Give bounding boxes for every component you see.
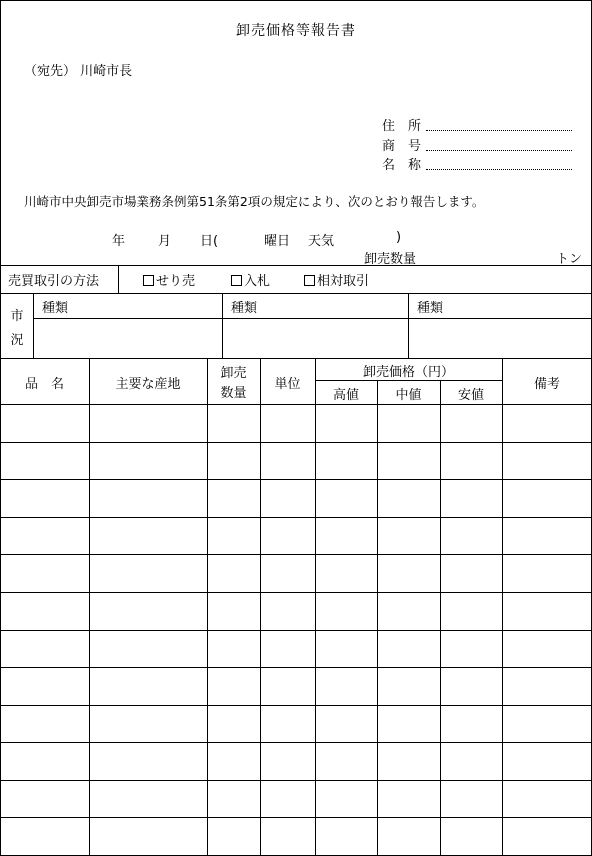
divider	[408, 293, 409, 358]
header-low: 安値	[457, 388, 484, 403]
col-divider	[502, 358, 503, 856]
name-label: 名 称	[382, 158, 422, 173]
market-category-1: 種類	[42, 301, 69, 316]
divider	[33, 318, 592, 319]
address-field[interactable]	[426, 130, 572, 131]
checkbox-icon[interactable]	[304, 275, 315, 286]
date-close-paren: )	[396, 230, 402, 245]
table-row	[0, 630, 592, 631]
date-weekday: 曜日	[264, 234, 291, 249]
table-row	[0, 742, 592, 743]
header-price: 卸売価格（円）	[362, 365, 454, 380]
trade-name-label: 商 号	[382, 139, 422, 154]
addressee: （宛先） 川崎市長	[24, 64, 133, 79]
date-month: 月	[158, 234, 172, 249]
date-weather: 天気	[308, 234, 335, 249]
option-negotiated[interactable]	[304, 270, 369, 289]
table-row	[0, 592, 592, 593]
col-divider	[207, 358, 208, 856]
wholesale-qty-label: 卸売数量	[364, 252, 417, 267]
form-title: 卸売価格等報告書	[236, 23, 356, 39]
option-tender[interactable]	[231, 270, 270, 289]
trade-name-field[interactable]	[426, 150, 572, 151]
trade-method-label: 売買取引の方法	[8, 274, 100, 289]
header-remarks: 備考	[533, 377, 560, 392]
header-qty-top: 卸売	[220, 366, 247, 381]
header-qty-bottom: 数量	[220, 386, 247, 401]
header-origin: 主要な産地	[115, 377, 181, 392]
statement-text: 川崎市中央卸売市場業務条例第51条第2項の規定により、次のとおり報告します。	[24, 194, 485, 209]
table-row	[0, 442, 592, 443]
table-row	[0, 705, 592, 706]
col-divider	[377, 380, 378, 856]
divider	[33, 293, 34, 358]
table-row	[0, 667, 592, 668]
divider	[0, 293, 592, 294]
header-high: 高値	[332, 388, 359, 403]
header-mid: 中値	[395, 388, 422, 403]
col-divider	[315, 358, 316, 856]
date-day: 日(	[200, 234, 219, 249]
table-row	[0, 517, 592, 518]
name-field[interactable]	[426, 169, 572, 170]
table-row	[0, 780, 592, 781]
date-year: 年	[112, 234, 126, 249]
option-tender-label: 入札	[244, 274, 271, 289]
col-divider	[440, 380, 441, 856]
wholesale-qty-unit: トン	[556, 252, 583, 267]
divider	[315, 380, 502, 381]
divider	[0, 265, 592, 266]
checkbox-icon[interactable]	[231, 275, 242, 286]
market-category-2: 種類	[231, 301, 258, 316]
market-label-bottom: 況	[10, 333, 24, 348]
market-label-top: 市	[10, 309, 24, 324]
checkbox-icon[interactable]	[143, 275, 154, 286]
option-auction[interactable]	[143, 270, 195, 289]
option-negotiated-label: 相対取引	[317, 274, 370, 289]
col-divider	[89, 358, 90, 856]
divider	[222, 293, 223, 358]
divider	[0, 404, 592, 405]
header-item-name: 品 名	[24, 377, 64, 392]
table-row	[0, 817, 592, 818]
address-label: 住 所	[382, 119, 422, 134]
table-row	[0, 479, 592, 480]
divider	[118, 265, 119, 293]
market-category-3: 種類	[417, 301, 444, 316]
header-unit: 単位	[274, 377, 301, 392]
col-divider	[260, 358, 261, 856]
option-auction-label: せり売	[156, 274, 196, 289]
table-row	[0, 554, 592, 555]
